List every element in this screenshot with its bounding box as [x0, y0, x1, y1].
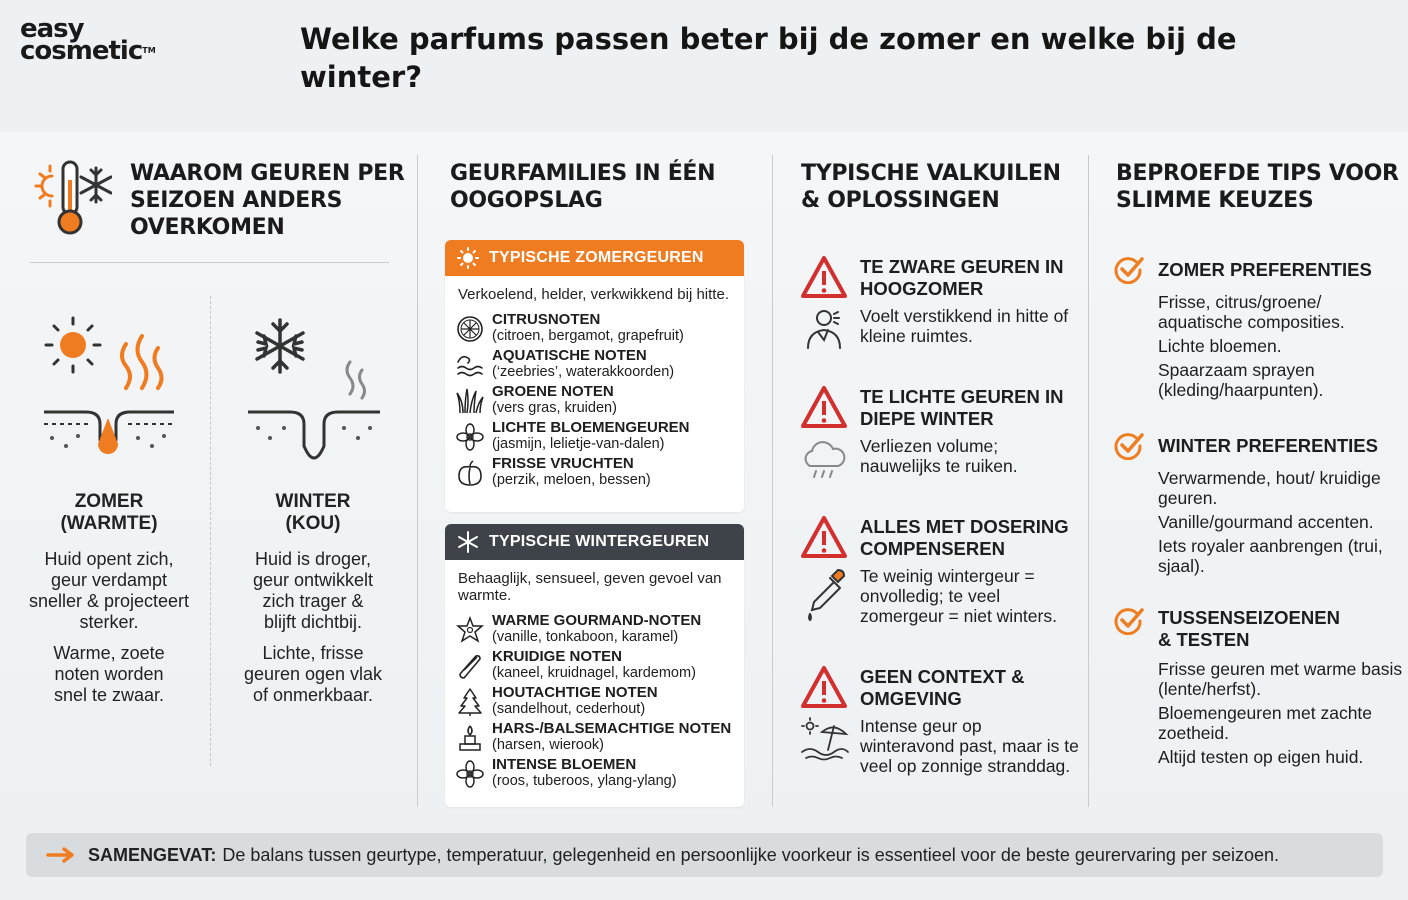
note-detail: (kaneel, kruidnagel, kardemom) [492, 665, 696, 681]
summary-bar [26, 833, 1383, 877]
note-name: INTENSE BLOEMEN [492, 756, 637, 773]
note-detail: (sandelhout, cederhout) [492, 701, 646, 717]
list-item [445, 311, 744, 344]
warning-icon [800, 514, 850, 560]
winter-text-2: Lichte, frisse geuren ogen vlak of onmerkbaar. [243, 643, 383, 705]
list-item [445, 419, 744, 452]
winter-text-1: Huid is droger, geur ontwikkelt zich trager & blijft dichtbij. [252, 549, 374, 632]
column-divider [417, 155, 418, 807]
tree-icon [455, 687, 485, 717]
winter-subheading: (KOU) [285, 513, 341, 534]
brand-trademark: TM [142, 46, 156, 55]
page-title: Welke parfums passen beter bij de zomer en welke bij de winter? [300, 22, 1237, 94]
tip-line: Lichte bloemen. [1158, 336, 1282, 356]
snowflake-icon [457, 531, 479, 553]
tip-line: Frisse, citrus/groene/ aquatische composities. [1158, 292, 1345, 332]
pitfall-text: Te weinig wintergeur = onvolledig; te veel zomergeur = niet winters. [860, 566, 1057, 626]
note-name: HOUTACHTIGE NOTEN [492, 684, 658, 701]
note-detail: (jasmijn, lelietje-van-dalen) [492, 436, 665, 452]
arrow-right-icon [46, 847, 76, 863]
winter-card [445, 524, 744, 807]
winter-card-header [445, 524, 744, 560]
note-name: CITRUSNOTEN [492, 311, 601, 328]
list-item [445, 648, 744, 681]
choking-person-icon [800, 306, 850, 352]
tip-title: WINTER PREFERENTIES [1158, 435, 1378, 456]
col4-title: BEPROEFDE TIPS VOOR SLIMME KEUZES [1116, 161, 1399, 213]
snowflake-skin-icon [244, 314, 384, 464]
pitfall-title: TE ZWARE GEUREN IN HOOGZOMER [860, 256, 1064, 299]
beach-icon [800, 716, 850, 766]
note-name: HARS-/BALSEMACHTIGE NOTEN [492, 720, 732, 737]
col3-title: TYPISCHE VALKUILEN & OPLOSSINGEN [801, 161, 1061, 213]
citrus-icon [455, 314, 485, 344]
note-detail: (‘zeebries’, waterakkoorden) [492, 364, 675, 380]
list-item [445, 720, 744, 753]
warning-icon [800, 384, 850, 430]
tip-line: Iets royaler aanbrengen (trui, sjaal). [1158, 536, 1383, 576]
warning-icon [800, 664, 850, 710]
incense-icon [455, 723, 485, 753]
list-item [445, 455, 744, 488]
tip-line: Altijd testen op eigen huid. [1158, 747, 1364, 767]
summer-card-subtitle: Verkoelend, helder, verkwikkend bij hitte. [458, 286, 729, 303]
tip-item [1114, 432, 1404, 580]
winter-heading: WINTER [275, 491, 351, 512]
pitfall-text: Verliezen volume; nauwelijks te ruiken. [860, 436, 1018, 476]
sun-skin-icon [38, 314, 178, 464]
brand-logo [20, 14, 156, 66]
tip-line: Bloemengeuren met zachte zoetheid. [1158, 703, 1373, 743]
note-name: LICHTE BLOEMENGEUREN [492, 419, 690, 436]
note-name: AQUATISCHE NOTEN [492, 347, 647, 364]
tip-line: Verwarmende, hout/ kruidige geuren. [1158, 468, 1381, 508]
note-detail: (perzik, meloen, bessen) [492, 472, 651, 488]
note-detail: (vanille, tonkaboon, karamel) [492, 629, 679, 645]
tip-line: Spaarzaam sprayen (kleding/haarpunten). [1158, 360, 1324, 400]
tip-line: Frisse geuren met warme basis (lente/herfst). [1158, 659, 1403, 699]
sun-icon [457, 247, 479, 269]
note-detail: (harsen, wierook) [492, 737, 605, 753]
winter-column [236, 491, 390, 716]
grass-icon [455, 386, 485, 416]
pitfall-title: GEEN CONTEXT & OMGEVING [860, 666, 1025, 709]
fruit-icon [455, 458, 485, 488]
summer-text-1: Huid opent zich, geur verdampt sneller & projecteert sterker. [28, 549, 190, 632]
check-circle-icon [1114, 607, 1144, 635]
pitfall-item [800, 664, 1080, 776]
summer-card-title: TYPISCHE ZOMERGEUREN [489, 249, 704, 266]
bloom-icon [455, 759, 485, 789]
summer-heading: ZOMER [74, 491, 144, 512]
brand-line-1: easy [20, 14, 84, 44]
summer-text-2: Warme, zoete noten worden snel te zwaar. [53, 643, 165, 705]
list-item [445, 383, 744, 416]
divider [30, 262, 389, 263]
note-name: FRISSE VRUCHTEN [492, 455, 634, 472]
col2-title: GEURFAMILIES IN ÉÉN OOGOPSLAG [450, 161, 716, 213]
note-detail: (vers gras, kruiden) [492, 400, 617, 416]
pitfall-title: ALLES MET DOSERING COMPENSEREN [860, 516, 1069, 559]
tip-line: Vanille/gourmand accenten. [1158, 512, 1374, 532]
pitfall-text: Voelt verstikkend in hitte of kleine ruimtes. [860, 306, 1069, 346]
pitfall-item [800, 384, 1080, 482]
warning-icon [800, 254, 850, 300]
tip-item [1114, 256, 1404, 404]
dropper-icon [800, 566, 850, 626]
pitfall-item [800, 254, 1080, 352]
summer-card [445, 240, 744, 512]
summer-card-header [445, 240, 744, 276]
pitfall-text: Intense geur op winteravond past, maar is te veel op zonnige stranddag. [860, 716, 1079, 776]
list-item [445, 612, 744, 645]
winter-card-title: TYPISCHE WINTERGEUREN [489, 533, 710, 550]
col1-title: WAAROM GEUREN PER SEIZOEN ANDERS OVERKOMEN [130, 161, 405, 240]
summer-column [28, 491, 190, 716]
check-circle-icon [1114, 256, 1144, 284]
tip-title: TUSSENSEIZOENEN & TESTEN [1158, 607, 1340, 650]
list-item [445, 347, 744, 380]
note-name: GROENE NOTEN [492, 383, 614, 400]
cinnamon-icon [455, 651, 485, 681]
column-divider [772, 155, 773, 807]
note-detail: (roos, tuberoos, ylang-ylang) [492, 773, 677, 789]
summer-subheading: (WARMTE) [60, 513, 158, 534]
dashed-divider [210, 296, 211, 766]
list-item [445, 684, 744, 717]
winter-card-subtitle: Behaaglijk, sensueel, geven gevoel van warmte. [458, 570, 722, 604]
brand-line-2: cosmetic [20, 36, 143, 66]
tip-title: ZOMER PREFERENTIES [1158, 259, 1372, 280]
anise-star-icon [455, 615, 485, 645]
pitfall-item [800, 514, 1080, 626]
summary-text: De balans tussen geurtype, temperatuur, gelegenheid en persoonlijke voorkeur is essentieel voor de beste geurervaring per seizoen. [222, 844, 1279, 865]
column-divider [1088, 155, 1089, 807]
flower-icon [455, 422, 485, 452]
wave-icon [455, 350, 485, 380]
summary-label: SAMENGEVAT: [88, 844, 217, 865]
note-name: KRUIDIGE NOTEN [492, 648, 623, 665]
note-name: WARME GOURMAND-NOTEN [492, 612, 702, 629]
pitfall-title: TE LICHTE GEUREN IN DIEPE WINTER [860, 386, 1064, 429]
check-circle-icon [1114, 432, 1144, 460]
list-item [445, 756, 744, 789]
tip-item [1114, 607, 1404, 771]
note-detail: (citroen, bergamot, grapefruit) [492, 328, 684, 344]
cloud-icon [800, 436, 850, 482]
thermometer-icon [30, 158, 112, 240]
